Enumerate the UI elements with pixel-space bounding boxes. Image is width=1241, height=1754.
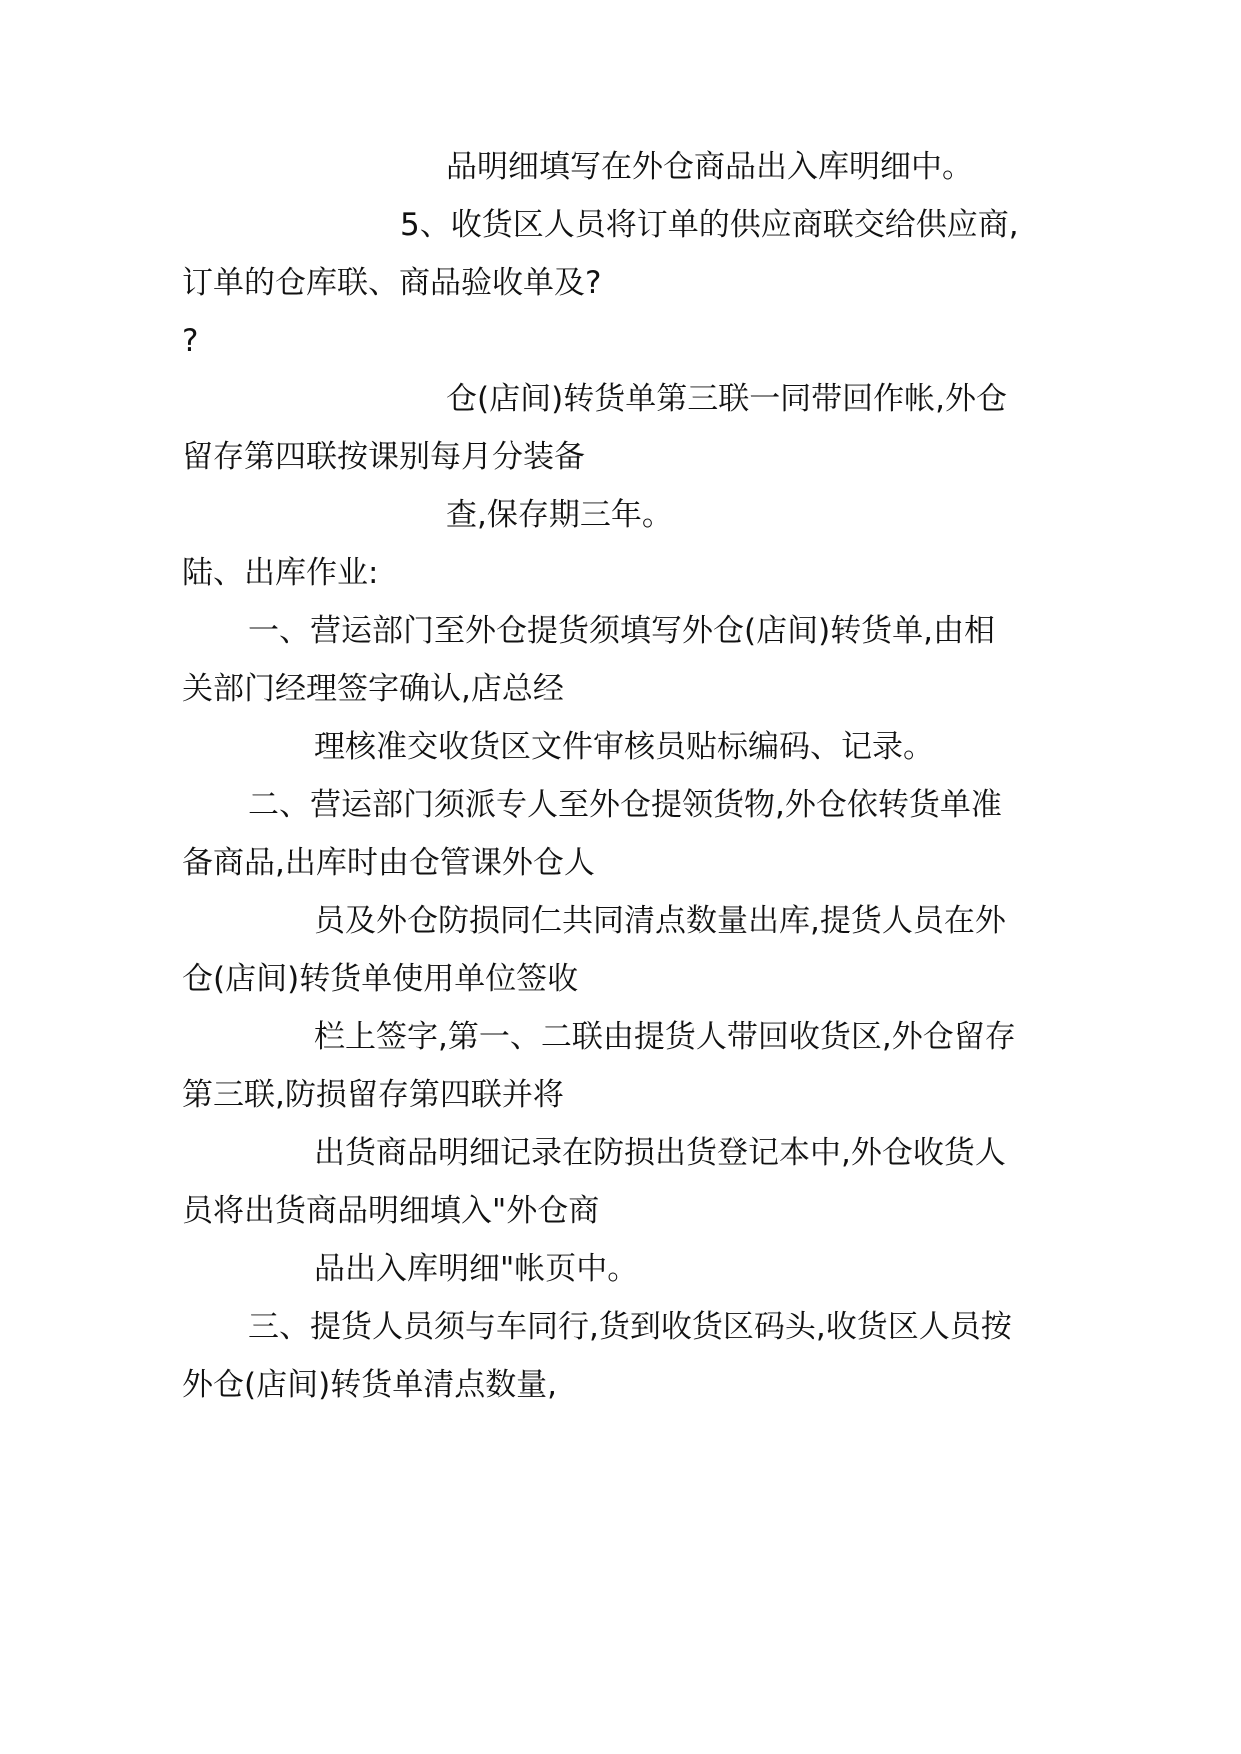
text-line: 订单的仓库联、商品验收单及?	[182, 265, 602, 301]
section-heading: 陆、出库作业:	[182, 555, 379, 591]
text-line: 查,保存期三年。	[446, 497, 673, 533]
text-line: 留存第四联按课别每月分装备	[182, 439, 585, 475]
text-line: 备商品,出库时由仓管课外仓人	[182, 845, 595, 881]
text-line: 栏上签字,第一、二联由提货人带回收货区,外仓留存	[314, 1019, 1016, 1055]
text-line: 员及外仓防损同仁共同清点数量出库,提货人员在外	[314, 903, 1006, 939]
text-line: 品出入库明细"帐页中。	[314, 1251, 639, 1287]
text-line: 员将出货商品明细填入"外仓商	[182, 1193, 600, 1229]
text-line: 第三联,防损留存第四联并将	[182, 1077, 564, 1113]
text-line: 关部门经理签字确认,店总经	[182, 671, 564, 707]
text-line: 出货商品明细记录在防损出货登记本中,外仓收货人	[314, 1135, 1006, 1171]
text-line: 一、营运部门至外仓提货须填写外仓(店间)转货单,由相	[248, 613, 996, 649]
text-line: 仓(店间)转货单使用单位签收	[182, 961, 579, 997]
text-line: ?	[182, 323, 199, 359]
text-line: 三、提货人员须与车同行,货到收货区码头,收货区人员按	[248, 1309, 1012, 1345]
text-line: 理核准交收货区文件审核员贴标编码、记录。	[314, 729, 934, 765]
text-line: 二、营运部门须派专人至外仓提领货物,外仓依转货单准	[248, 787, 1002, 823]
text-line: 品明细填写在外仓商品出入库明细中。	[446, 149, 973, 185]
text-line: 外仓(店间)转货单清点数量,	[182, 1367, 558, 1403]
text-line: 仓(店间)转货单第三联一同带回作帐,外仓	[446, 381, 1008, 417]
text-line: 5、收货区人员将订单的供应商联交给供应商,	[400, 207, 1019, 243]
